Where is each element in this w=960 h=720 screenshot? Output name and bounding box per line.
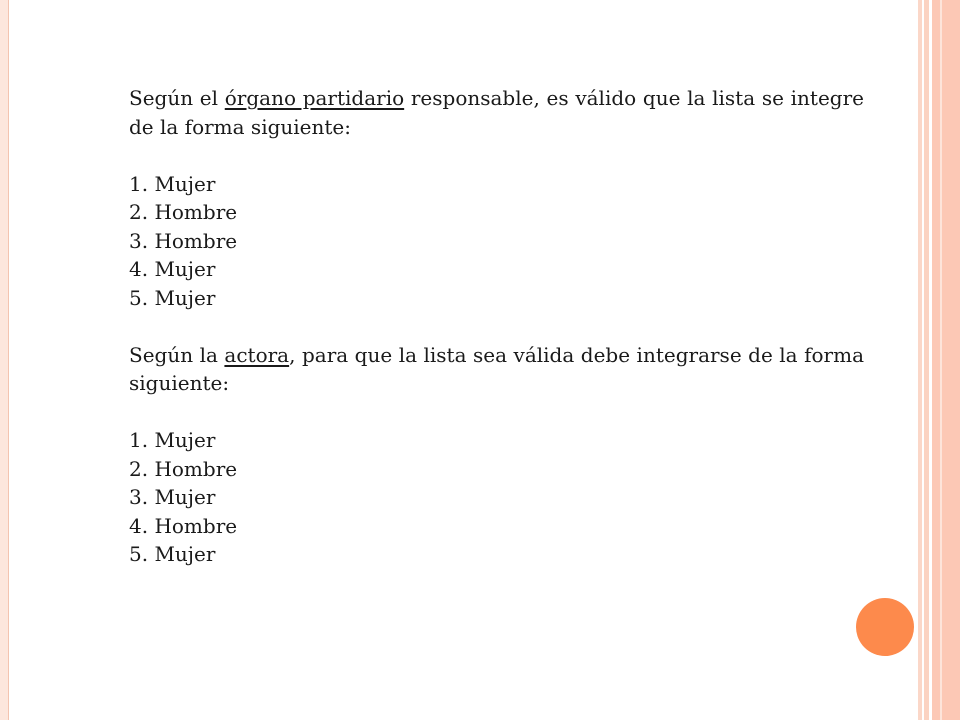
orange-circle-decoration: [856, 598, 914, 656]
list-item: 5. Mujer: [129, 542, 216, 566]
list-item: 4. Mujer: [129, 257, 216, 281]
left-border-line: [8, 0, 9, 720]
list-item: 1. Mujer: [129, 428, 216, 452]
list-item: 2. Hombre: [129, 200, 238, 224]
paragraph-2-text-start: Según la: [129, 342, 225, 367]
paragraph-2-underlined-term: actora: [224, 342, 290, 367]
paragraph-organo-partidario: [129, 84, 864, 141]
slide-content: [129, 84, 864, 569]
list-actora: [129, 426, 864, 569]
paragraph-actora: [129, 341, 864, 398]
list-item: 3. Hombre: [129, 228, 238, 253]
list-item: 3. Mujer: [129, 485, 216, 509]
list-item: 5. Mujer: [129, 285, 216, 310]
list-organo-partidario: [129, 170, 864, 313]
paragraph-1-text-start: Según el: [129, 86, 225, 110]
list-item: 4. Hombre: [129, 513, 238, 538]
left-border: [0, 0, 8, 720]
paragraph-1-underlined-term: órgano partidario: [224, 86, 405, 110]
paragraph-1-text-end: responsable, es válido que la lista se integre de la forma siguiente:: [129, 86, 864, 139]
list-item: 2. Hombre: [129, 456, 238, 481]
list-item: 1. Mujer: [129, 171, 216, 196]
paragraph-2-text-end: , para que la lista sea válida debe integrarse de la forma siguiente:: [129, 342, 864, 395]
